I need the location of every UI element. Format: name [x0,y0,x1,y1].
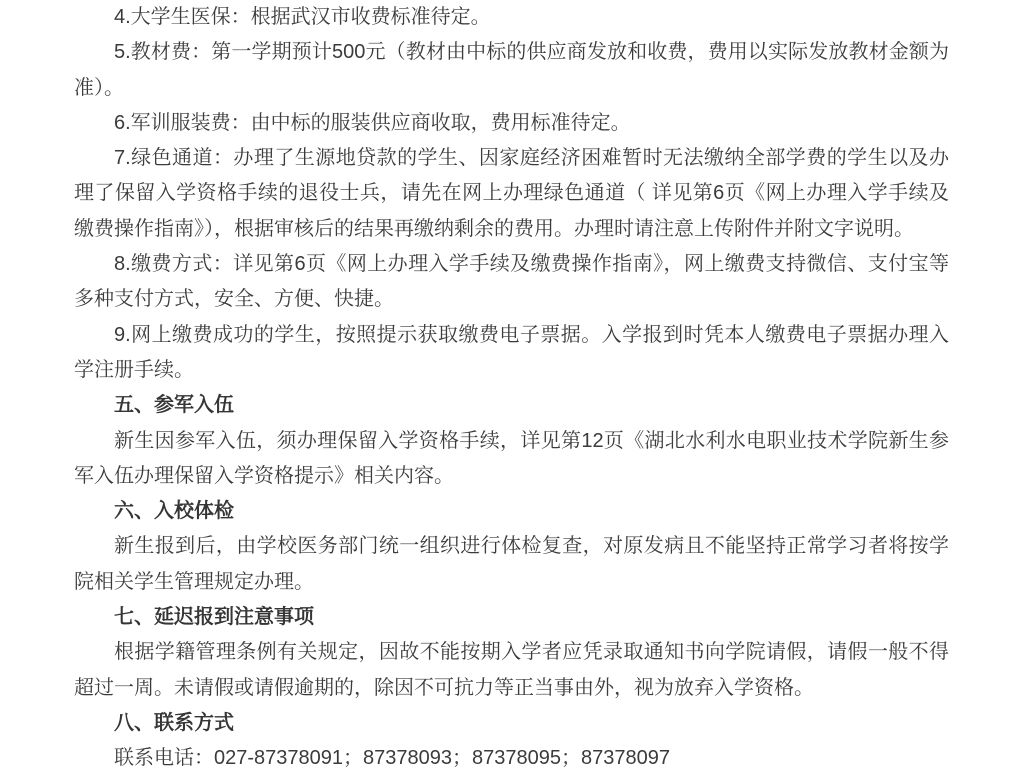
paragraph: 4.大学生医保：根据武汉市收费标准待定。 [114,6,491,28]
paragraph: 根据学籍管理条例有关规定，因故不能按期入学者应凭录取通知书向学院请假，请假一般不得超过一周。未请假或请假逾期的，除因不可抗力等正当事由外，视为放弃入学资格。 [74,641,949,699]
section-heading: 六、入校体检 [114,500,234,523]
paragraph: 9.网上缴费成功的学生，按照提示获取缴费电子票据。入学报到时凭本人缴费电子票据办理入学注册手续。 [74,323,949,381]
paragraph: 6.军训服装费：由中标的服装供应商收取，费用标准待定。 [114,111,631,134]
paragraph: 联系电话：027-87378091；87378093；87378095；87378097 [114,747,670,770]
paragraph: 新生因参军入伍，须办理保留入学资格手续，详见第12页《湖北水利水电职业技术学院新生参军入伍办理保留入学资格提示》相关内容。 [74,429,949,487]
section-heading: 五、参军入伍 [114,394,234,417]
paragraph: 新生报到后，由学校医务部门统一组织进行体检复查，对原发病且不能坚持正常学习者将按学院相关学生管理规定办理。 [74,535,949,593]
paragraph: 7.绿色通道：办理了生源地贷款的学生、因家庭经济困难暂时无法缴纳全部学费的学生以及办理了保留入学资格手续的退役士兵，请先在网上办理绿色通道（ 详见第6页《网上办理入学手续及缴费操作指南》），根据审核后的结果再缴纳剩余的费用。办理时请注意上传附件并附文字说明。 [74,147,949,240]
section-heading: 八、联系方式 [114,711,234,734]
paragraph: 5.教材费：第一学期预计500元（教材由中标的供应商发放和收费，费用以实际发放教材金额为准）。 [74,41,949,99]
document-body [74,0,949,777]
paragraph: 8.缴费方式：详见第6页《网上办理入学手续及缴费操作指南》，网上缴费支持微信、支付宝等多种支付方式，安全、方便、快捷。 [74,253,949,311]
section-heading: 七、延迟报到注意事项 [114,606,314,629]
